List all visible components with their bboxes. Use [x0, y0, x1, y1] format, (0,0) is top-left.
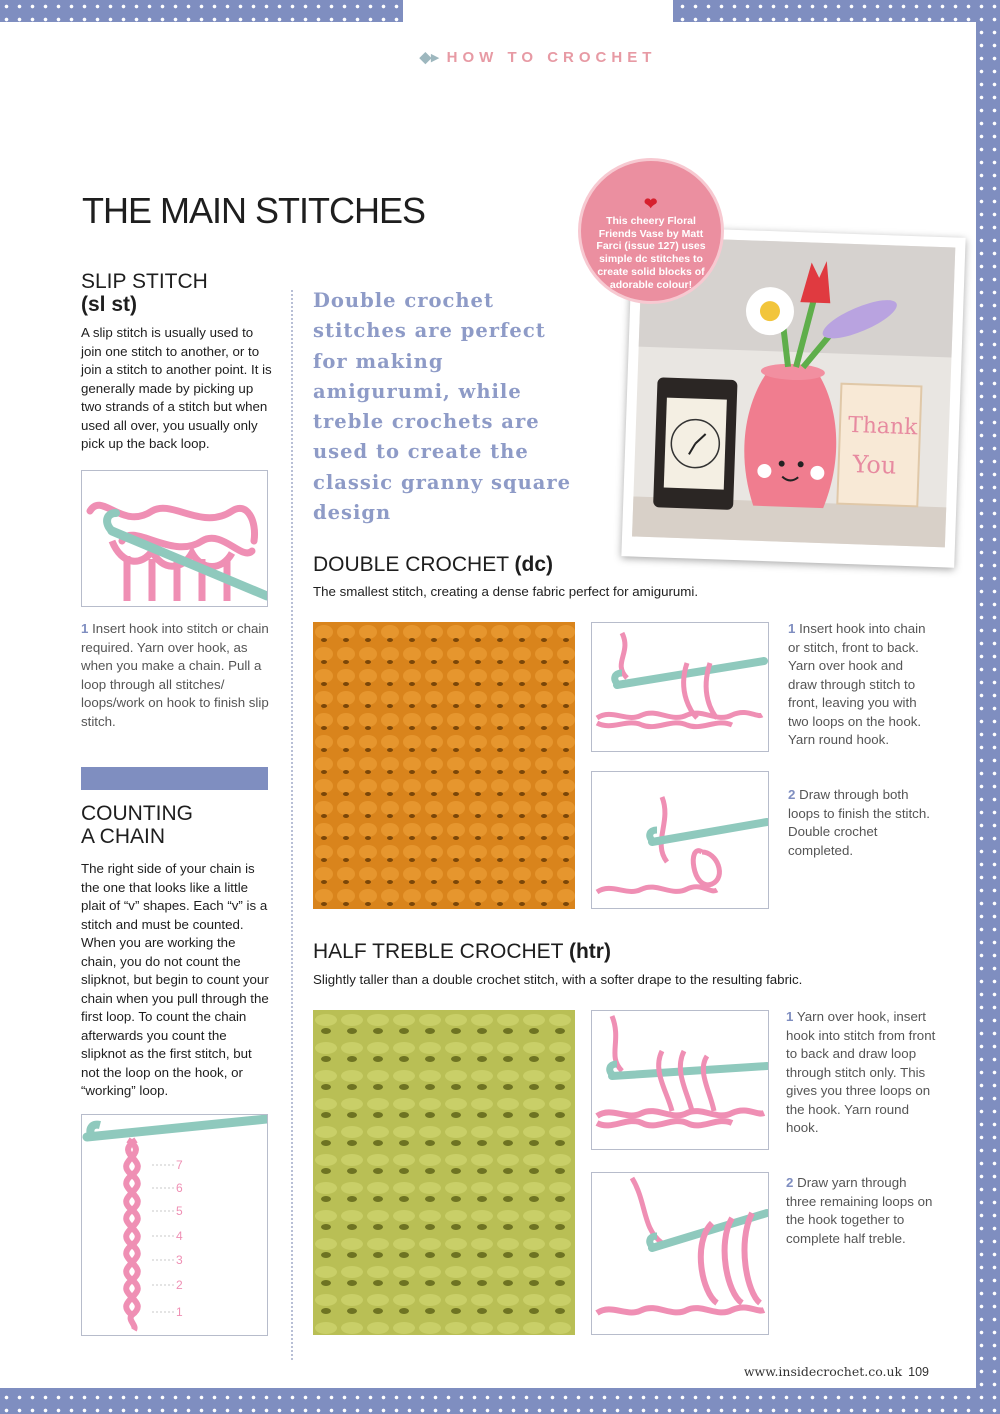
- page-title: THE MAIN STITCHES: [82, 190, 426, 231]
- column-divider: [291, 290, 293, 1360]
- card-text-line2: You: [852, 450, 897, 480]
- slip-stitch-title: SLIP STITCH: [81, 270, 208, 293]
- double-crochet-abbrev: (dc): [514, 553, 553, 576]
- htr-swatch-texture: [313, 1010, 575, 1335]
- section-header-tab: [403, 0, 673, 130]
- chain-count-diagram: [81, 1114, 268, 1336]
- double-crochet-title: DOUBLE CROCHET: [313, 553, 509, 576]
- counting-chain-text: The right side of your chain is the one that looks like a little plait of “v” shapes. Each “v” is a stitch and must be counted. When you are working the chain, you do not count the slipknot, but begin to count your chain when you pull through the first loop. To count the chain afterwards you count the slipknot as the first stitch, but not the loop on the hook, or “working” loop.: [81, 861, 269, 1098]
- zigzag-edge: [403, 128, 673, 136]
- step-text: Draw through both loops to finish the stitch. Double crochet completed.: [788, 787, 930, 858]
- slip-stitch-abbrev: (sl st): [81, 293, 138, 316]
- slip-stitch-diagram: [81, 470, 268, 607]
- pull-quote: Double crochet stitches are perfect for making amigurumi, while treble crochets are used to create the classic granny square design: [313, 289, 572, 525]
- htr-step-2-illustration: [592, 1173, 768, 1334]
- htr-step-1: [786, 1008, 936, 1138]
- double-crochet-subtitle: The smallest stitch, creating a dense fabric perfect for amigurumi.: [313, 584, 699, 599]
- step-number: 1: [786, 1009, 794, 1024]
- heart-icon: ❤: [644, 196, 658, 213]
- htr-step-1-diagram: [591, 1010, 769, 1150]
- htr-step-2: [786, 1174, 936, 1248]
- half-treble-subtitle: Slightly taller than a double crochet stitch, with a softer drape to the resulting fabric.: [313, 972, 803, 987]
- step-number: 1: [81, 621, 89, 636]
- slip-stitch-heading: [81, 270, 208, 316]
- chain-number-1: 1: [176, 1305, 183, 1319]
- slip-stitch-step-1: [81, 620, 271, 731]
- half-treble-swatch: [313, 1010, 575, 1335]
- chain-number-2: 2: [176, 1278, 183, 1292]
- dc-step-1-illustration: [592, 623, 768, 751]
- step-number: 2: [788, 787, 796, 802]
- divider-bar: [81, 767, 268, 790]
- badge-text: This cheery Floral Friends Vase by Matt Farci (issue 127) uses simple dc stitches to create solid blocks of adorable colour!: [596, 215, 706, 291]
- dc-step-2-diagram: [591, 771, 769, 909]
- double-crochet-swatch: [313, 622, 575, 909]
- page-footer: [744, 1364, 929, 1379]
- card-text-line1: Thank: [847, 412, 918, 441]
- chain-number-7: 7: [176, 1158, 183, 1172]
- section-label-text: HOW TO CROCHET: [446, 49, 657, 66]
- step-number: 2: [786, 1175, 794, 1190]
- double-crochet-heading: [313, 553, 553, 576]
- dc-step-2: [788, 786, 933, 860]
- magazine-page: [0, 22, 976, 1388]
- dc-swatch-texture: [313, 622, 575, 909]
- dc-step-1: [788, 620, 933, 750]
- step-text: Yarn over hook, insert hook into stitch from front to back and draw loop through stitch only. This gives you three loops on the hook. Yarn round hook.: [786, 1009, 936, 1135]
- half-treble-abbrev: (htr): [568, 940, 611, 963]
- chain-number-6: 6: [176, 1181, 183, 1195]
- step-text: Insert hook into chain or stitch, front to back. Yarn over hook and draw through stitch to front, leaving you with two loops on the hook. Yarn round hook.: [788, 621, 926, 747]
- counting-chain-title-2: A CHAIN: [81, 825, 166, 848]
- chain-number-4: 4: [176, 1229, 183, 1243]
- chain-number-3: 3: [176, 1253, 183, 1267]
- chain-number-5: 5: [176, 1204, 183, 1218]
- dc-step-2-illustration: [592, 772, 768, 908]
- htr-step-1-illustration: [592, 1011, 768, 1149]
- page-number: 109: [908, 1365, 929, 1379]
- half-treble-heading: [313, 940, 611, 963]
- step-number: 1: [788, 621, 796, 636]
- half-treble-title: HALF TREBLE CROCHET: [313, 940, 564, 963]
- dc-step-1-diagram: [591, 622, 769, 752]
- slip-stitch-illustration: [82, 471, 267, 606]
- step-text: Draw yarn through three remaining loops on the hook together to complete half treble.: [786, 1175, 933, 1246]
- step-text: Insert hook into stitch or chain required. Yarn over hook, as when you make a chain. Pull a loop through all stitches/ loops/work on hook to finish slip stitch.: [81, 621, 269, 729]
- counting-chain-title-1: COUNTING: [81, 802, 193, 825]
- double-arrow-icon: ◆▸: [419, 49, 439, 66]
- info-badge: [578, 158, 724, 304]
- chain-illustration: [82, 1115, 267, 1335]
- htr-step-2-diagram: [591, 1172, 769, 1335]
- footer-url[interactable]: www.insidecrochet.co.uk: [743, 1364, 903, 1379]
- slip-stitch-intro: A slip stitch is usually used to join one stitch to another, or to join a stitch to another point. It is generally made by picking up two strands of a stitch but when used all over, you usually only pick up the back loop.: [81, 325, 272, 451]
- counting-chain-heading: [81, 802, 193, 848]
- section-label: [403, 48, 673, 66]
